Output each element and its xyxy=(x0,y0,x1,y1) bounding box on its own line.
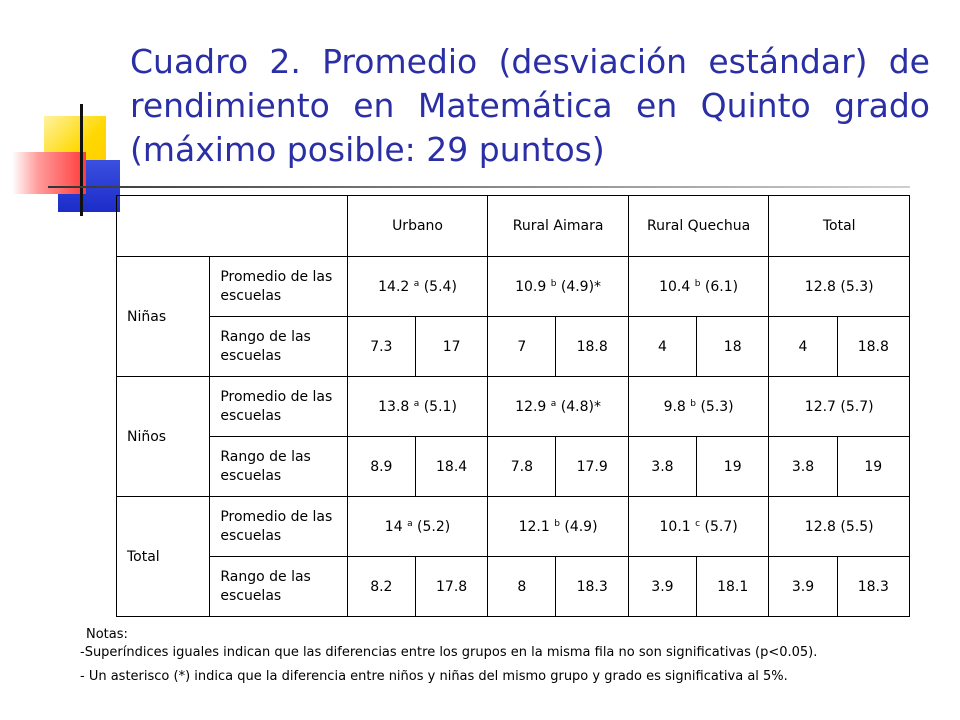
significance-superscript: b xyxy=(694,278,701,289)
significance-superscript: a xyxy=(413,278,420,289)
row-label-promedio: Promedio de las escuelas xyxy=(210,497,347,557)
mean-value: 14.2 xyxy=(378,278,410,295)
header-rural-quechua: Rural Quechua xyxy=(628,196,769,257)
results-table xyxy=(116,195,910,617)
row-label-promedio: Promedio de las escuelas xyxy=(210,377,347,437)
significance-superscript: c xyxy=(695,518,701,529)
significance-superscript: b xyxy=(554,518,560,529)
table-row xyxy=(117,257,910,317)
mean-cell xyxy=(628,377,769,437)
group-label: Niñas xyxy=(117,257,210,377)
range-max-cell: 18 xyxy=(697,317,769,377)
range-max-cell: 18.1 xyxy=(697,557,769,617)
sd-value: (5.3) xyxy=(700,398,734,415)
mean-value: 12.1 xyxy=(518,518,550,535)
sd-value: (5.5) xyxy=(840,518,874,535)
mean-cell xyxy=(347,257,488,317)
mean-cell xyxy=(769,257,910,317)
mean-value: 12.8 xyxy=(804,518,836,535)
sd-value: (5.2) xyxy=(417,518,451,535)
header-urbano: Urbano xyxy=(347,196,488,257)
range-min-cell: 3.9 xyxy=(628,557,696,617)
sd-value: (4.9) xyxy=(564,518,598,535)
range-min-cell: 3.8 xyxy=(628,437,696,497)
range-max-cell: 17.9 xyxy=(556,437,628,497)
range-min-cell: 8.9 xyxy=(347,437,415,497)
sd-value: (5.1) xyxy=(423,398,457,415)
range-max-cell: 17.8 xyxy=(415,557,487,617)
header-blank-cell xyxy=(117,196,348,257)
table-row xyxy=(117,497,910,557)
mean-value: 14 xyxy=(384,518,403,535)
range-min-cell: 8 xyxy=(488,557,556,617)
notes-heading: Notas: xyxy=(86,627,128,642)
mean-cell xyxy=(769,377,910,437)
mean-cell xyxy=(769,497,910,557)
mean-cell xyxy=(347,377,488,437)
sd-value: (5.3) xyxy=(840,278,874,295)
range-max-cell: 17 xyxy=(415,317,487,377)
notes xyxy=(80,626,817,686)
significance-superscript: b xyxy=(690,398,696,409)
sd-value: (6.1) xyxy=(704,278,739,295)
range-max-cell: 18.3 xyxy=(837,557,909,617)
table-row xyxy=(117,317,910,377)
range-min-cell: 3.9 xyxy=(769,557,837,617)
header-total: Total xyxy=(769,196,910,257)
mean-cell xyxy=(628,497,769,557)
mean-value: 10.9 xyxy=(515,278,547,295)
significance-superscript: a xyxy=(407,518,413,529)
ornament-vertical-line xyxy=(80,104,83,216)
mean-cell xyxy=(488,257,629,317)
mean-cell xyxy=(347,497,488,557)
range-max-cell: 18.8 xyxy=(556,317,628,377)
range-max-cell: 19 xyxy=(697,437,769,497)
table-row xyxy=(117,557,910,617)
notes-line-2: - Un asterisco (*) indica que la diferencia entre niños y niñas del mismo grupo y grado es significativa al 5%. xyxy=(80,669,788,684)
header-row xyxy=(117,196,910,257)
mean-value: 12.8 xyxy=(804,278,836,295)
ornament-horizontal-line xyxy=(48,186,910,188)
row-label-promedio: Promedio de las escuelas xyxy=(210,257,347,317)
mean-value: 10.4 xyxy=(659,278,691,295)
table-row xyxy=(117,437,910,497)
title-line-2: rendimiento en Matemática en Quinto grado xyxy=(130,86,930,125)
range-max-cell: 18.8 xyxy=(837,317,909,377)
row-label-rango: Rango de las escuelas xyxy=(210,557,347,617)
range-min-cell: 8.2 xyxy=(347,557,415,617)
range-min-cell: 4 xyxy=(628,317,696,377)
mean-cell xyxy=(628,257,769,317)
title-line-3: (máximo posible: 29 puntos) xyxy=(130,130,605,169)
mean-value: 12.9 xyxy=(515,398,547,415)
sd-value: (4.9)* xyxy=(560,278,602,295)
mean-value: 13.8 xyxy=(378,398,410,415)
mean-value: 12.7 xyxy=(804,398,836,415)
significance-superscript: a xyxy=(413,398,420,409)
range-min-cell: 7.3 xyxy=(347,317,415,377)
sd-value: (5.7) xyxy=(704,518,738,535)
range-min-cell: 4 xyxy=(769,317,837,377)
slide-title xyxy=(130,40,930,172)
mean-value: 10.1 xyxy=(659,518,691,535)
significance-superscript: b xyxy=(550,278,557,289)
table-row xyxy=(117,377,910,437)
mean-cell xyxy=(488,377,629,437)
notes-line-1: -Superíndices iguales indican que las diferencias entre los grupos en la misma fila no son significativas (p<0.05). xyxy=(80,645,818,660)
header-rural-aimara: Rural Aimara xyxy=(488,196,629,257)
sd-value: (5.7) xyxy=(840,398,874,415)
mean-cell xyxy=(488,497,629,557)
row-label-rango: Rango de las escuelas xyxy=(210,317,347,377)
range-min-cell: 3.8 xyxy=(769,437,837,497)
group-label: Total xyxy=(117,497,210,617)
range-max-cell: 18.3 xyxy=(556,557,628,617)
range-max-cell: 18.4 xyxy=(415,437,487,497)
range-min-cell: 7.8 xyxy=(488,437,556,497)
significance-superscript: a xyxy=(550,398,557,409)
group-label: Niños xyxy=(117,377,210,497)
sd-value: (5.4) xyxy=(423,278,457,295)
sd-value: (4.8)* xyxy=(560,398,601,415)
range-max-cell: 19 xyxy=(837,437,909,497)
row-label-rango: Rango de las escuelas xyxy=(210,437,347,497)
title-line-1: Cuadro 2. Promedio (desviación estándar) de xyxy=(130,42,930,81)
range-min-cell: 7 xyxy=(488,317,556,377)
mean-value: 9.8 xyxy=(663,398,686,415)
